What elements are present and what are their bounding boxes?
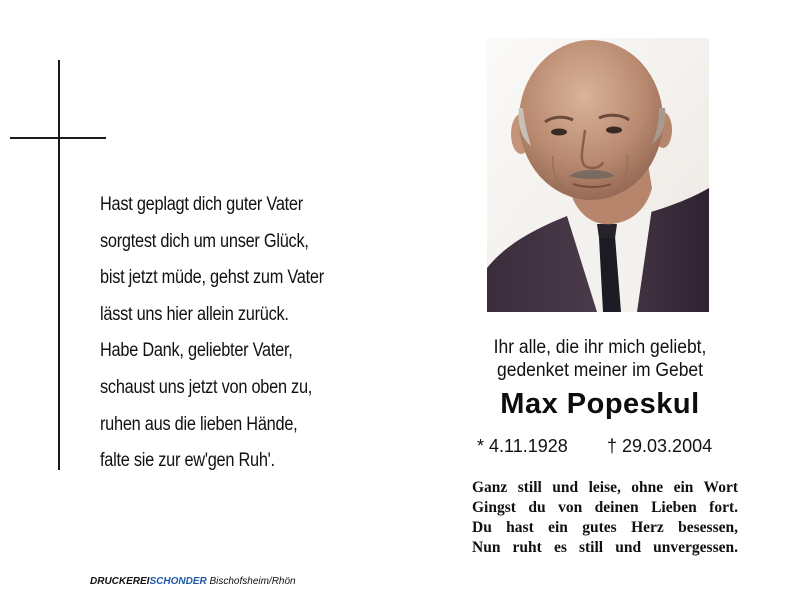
poem-line: lässt uns hier allein zurück.: [100, 303, 289, 325]
poem-line: sorgtest dich um unser Glück,: [100, 230, 309, 252]
printer-imprint: [90, 576, 296, 587]
closing-verse-line: Ganz still und leise, ohne ein Wort: [472, 479, 738, 496]
closing-verse: [472, 478, 738, 558]
deceased-name: Max Popeskul: [500, 388, 700, 420]
birth-date: * 4.11.1928: [477, 436, 568, 456]
verse-line: gedenket meiner im Gebet: [497, 360, 703, 381]
poem-line: Hast geplagt dich guter Vater: [100, 194, 303, 215]
verse-line: Ihr alle, die ihr mich geliebt,: [493, 337, 707, 358]
printer-prefix: DRUCKEREI: [90, 576, 150, 587]
printer-place: Bischofsheim/Rhön: [206, 576, 296, 587]
poem-line: ruhen aus die lieben Hände,: [100, 413, 298, 435]
verse-block: [455, 336, 745, 382]
poem-line: schaust uns jetzt von oben zu,: [100, 376, 313, 398]
poem-line: falte sie zur ew'gen Ruh'.: [100, 450, 275, 472]
closing-verse-line: Du hast ein gutes Herz besessen,: [472, 519, 738, 536]
closing-verse-line: Nun ruht es still und unvergessen.: [472, 539, 738, 556]
cross-vertical-bar: [58, 60, 60, 470]
life-dates: [477, 436, 747, 460]
death-date: † 29.03.2004: [607, 436, 713, 456]
poem-line: Habe Dank, geliebter Vater,: [100, 340, 293, 362]
closing-verse-line: Gingst du von deinen Lieben fort.: [472, 499, 738, 516]
cross-horizontal-bar: [10, 137, 106, 139]
printer-brand: SCHONDER: [149, 576, 207, 587]
poem-line: bist jetzt müde, gehst zum Vater: [100, 267, 324, 289]
poem: [100, 187, 420, 480]
portrait-photo: [487, 38, 709, 312]
